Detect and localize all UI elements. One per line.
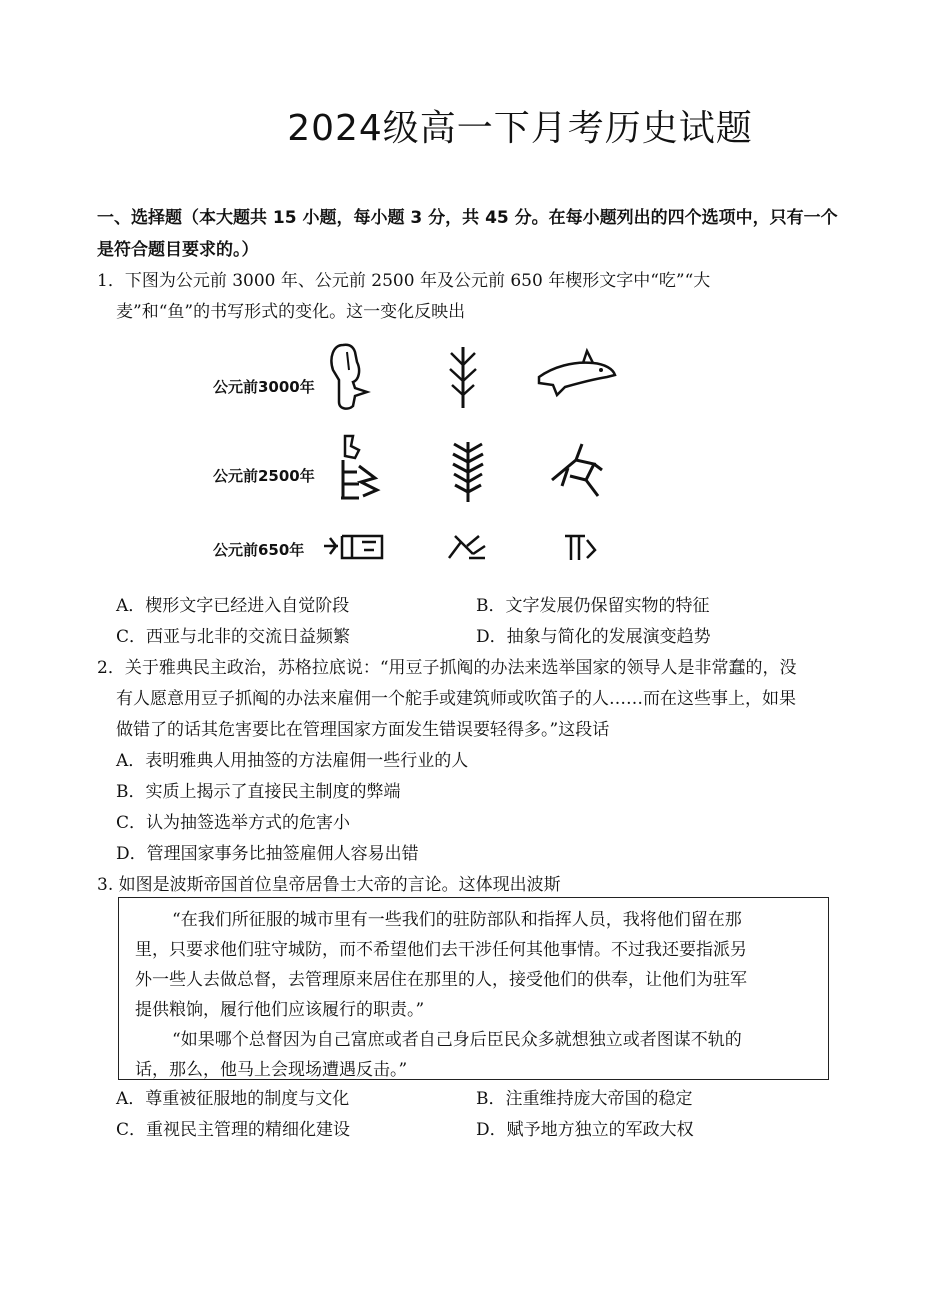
- q3-quote-line-6: 话，那么，他马上会现场遭遇反击。”: [135, 1060, 408, 1080]
- q3-option-a: A．尊重被征服地的制度与文化: [116, 1089, 350, 1109]
- q3-quote-line-2: 里，只要求他们驻守城防，而不希望他们去干涉任何其他事情。不过我还要指派另: [135, 940, 747, 960]
- q2-stem-line-3: 做错了的话其危害要比在管理国家方面发生错误要轻得多。”这段话: [116, 720, 610, 740]
- q1-option-c: C．西亚与北非的交流日益频繁: [116, 627, 351, 647]
- fish-sign-2500bc-icon: [548, 440, 608, 500]
- q2-option-d: D．管理国家事务比抽签雇佣人容易出错: [116, 844, 419, 864]
- barley-sign-650bc-icon: [445, 532, 490, 562]
- eat-sign-2500bc-icon: [335, 432, 385, 502]
- fish-sign-650bc-icon: [563, 530, 598, 562]
- q3-quote-line-3: 外一些人去做总督，去管理原来居住在那里的人，接受他们的供奉，让他们为驻军: [135, 970, 747, 990]
- section-heading-line-1: 一、选择题（本大题共 15 小题，每小题 3 分，共 45 分。在每小题列出的四个选项中，只有一个: [97, 208, 838, 228]
- page-title: 2024级高一下月考历史试题: [287, 108, 753, 149]
- barley-sign-2500bc-icon: [448, 440, 488, 505]
- q3-quote-line-5: “如果哪个总督因为自己富庶或者自己身后臣民众多就想独立或者图谋不轨的: [172, 1030, 742, 1050]
- barley-pictograph-3000bc-icon: [443, 345, 483, 410]
- q3-quote-line-4: 提供粮饷，履行他们应该履行的职责。”: [135, 1000, 425, 1020]
- q1-option-a: A．楔形文字已经进入自觉阶段: [116, 596, 350, 616]
- era-label-2500bc: 公元前2500年: [213, 467, 315, 485]
- q2-option-c: C．认为抽签选举方式的危害小: [116, 813, 351, 833]
- q2-stem-line-1: 2．关于雅典民主政治，苏格拉底说：“用豆子抓阄的办法来选举国家的领导人是非常蠢的，没: [97, 658, 797, 678]
- q2-stem-line-2: 有人愿意用豆子抓阄的办法来雇佣一个舵手或建筑师或吹笛子的人……而在这些事上，如果: [116, 689, 796, 709]
- q3-stem: 3. 如图是波斯帝国首位皇帝居鲁士大帝的言论。这体现出波斯: [97, 875, 561, 895]
- eat-pictograph-3000bc-icon: [325, 340, 385, 415]
- eat-sign-650bc-icon: [322, 530, 387, 562]
- q3-option-d: D．赋予地方独立的军政大权: [476, 1120, 694, 1140]
- section-heading-line-2: 是符合题目要求的。）: [97, 240, 259, 260]
- q3-quote-line-1: “在我们所征服的城市里有一些我们的驻防部队和指挥人员，我将他们留在那: [172, 910, 742, 930]
- q1-option-b: B．文字发展仍保留实物的特征: [476, 596, 710, 616]
- era-label-3000bc: 公元前3000年: [213, 378, 315, 396]
- q3-option-c: C．重视民主管理的精细化建设: [116, 1120, 351, 1140]
- q1-stem-line-2: 麦”和“鱼”的书写形式的变化。这一变化反映出: [116, 302, 466, 322]
- q1-stem-line-1: 1．下图为公元前 3000 年、公元前 2500 年及公元前 650 年楔形文字中“吃”“大: [97, 271, 711, 291]
- q1-option-d: D．抽象与简化的发展演变趋势: [476, 627, 711, 647]
- q3-option-b: B．注重维持庞大帝国的稳定: [476, 1089, 693, 1109]
- fish-pictograph-3000bc-icon: [535, 345, 620, 400]
- q2-option-a: A．表明雅典人用抽签的方法雇佣一些行业的人: [116, 751, 469, 771]
- era-label-650bc: 公元前650年: [213, 541, 305, 559]
- q2-option-b: B．实质上揭示了直接民主制度的弊端: [116, 782, 401, 802]
